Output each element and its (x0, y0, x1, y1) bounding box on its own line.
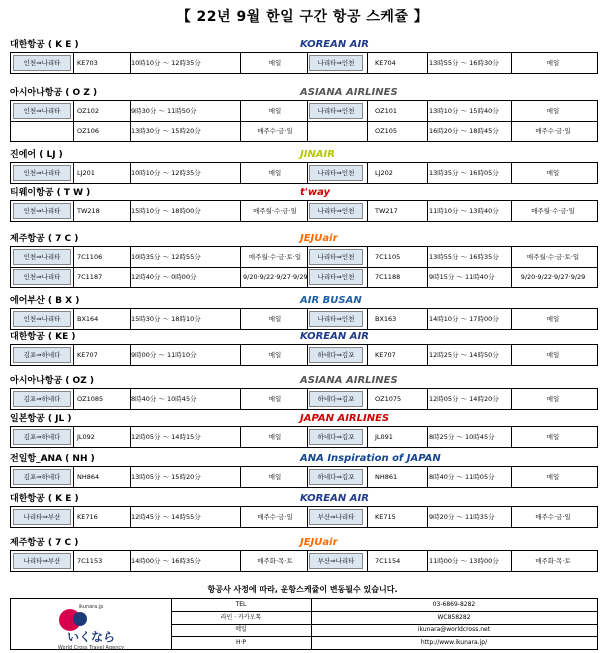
time-outbound: 12時45分 ～ 14時55分 (131, 513, 201, 521)
contact-value: 03-6869-8282 (432, 601, 476, 608)
flight-row (11, 345, 597, 365)
flight-row (11, 101, 597, 121)
days-outbound: 매일 (268, 395, 282, 403)
flight-row (11, 389, 597, 409)
airline-header (10, 374, 598, 388)
time-outbound: 9時00分 ～ 11時10分 (131, 351, 197, 359)
airline-name: 대한항공 ( KE ) (10, 332, 76, 342)
flight-row (11, 201, 597, 221)
airline-name: 제주항공 ( 7 C ) (10, 234, 79, 244)
days-outbound: 매일 (268, 107, 282, 115)
flight-number-outbound: BX164 (77, 315, 99, 323)
flight-number-return: BX163 (375, 315, 397, 323)
airline-logo: ASIANA AIRLINES (300, 87, 398, 98)
flight-number-outbound: KE703 (77, 59, 98, 67)
flight-number-return: NH861 (375, 473, 398, 481)
days-outbound: 매일 (268, 169, 282, 177)
route-return: 하네다⇒김포 (309, 391, 363, 407)
flight-number-return: JL091 (375, 433, 393, 441)
route-outbound: 나리타⇒부산 (13, 509, 71, 525)
flight-number-return: KE707 (375, 351, 396, 359)
flight-row (11, 467, 597, 487)
route-outbound: 인천⇒나리타 (13, 55, 71, 71)
airline-header (10, 294, 598, 308)
time-return: 13時55分 ～ 16時35分 (429, 253, 499, 261)
time-return: 8時25分 ～ 10時45分 (429, 433, 495, 441)
airline-name: 일본항공 ( JL ) (10, 414, 72, 424)
flight-number-outbound: 7C1153 (77, 557, 103, 565)
airline-name: 아시아나항공 ( O Z ) (10, 88, 98, 98)
flight-row (11, 267, 597, 287)
flight-table (10, 52, 598, 74)
flight-number-return: OZ1075 (375, 395, 402, 403)
route-return: 나리타⇒인천 (309, 203, 363, 219)
time-return: 11時00分 ～ 13時00分 (429, 557, 499, 565)
route-return: 하네다⇒김포 (309, 347, 363, 363)
time-return: 13時35分 ～ 16時05分 (429, 169, 499, 177)
days-outbound: 매일 (268, 351, 282, 359)
route-return: 하네다⇒김포 (309, 429, 363, 445)
route-outbound: 인천⇒나리타 (13, 311, 71, 327)
route-outbound: 인천⇒나리타 (13, 269, 71, 285)
contact-label: 메일 (171, 624, 312, 636)
route-outbound: 김포⇒하네다 (13, 429, 71, 445)
contact-value: http://www.ikunara.jp/ (420, 638, 488, 646)
airline-name: 에어부산 ( B X ) (10, 296, 80, 306)
time-return: 11時10分 ～ 13時40分 (429, 207, 499, 215)
time-return: 12時05分 ～ 14時20分 (429, 395, 499, 403)
flight-number-outbound: KE707 (77, 351, 98, 359)
airline-header (10, 412, 598, 426)
contact-value: ikunara@worldcross.net (417, 626, 491, 633)
airline-header (10, 330, 598, 344)
time-outbound: 8時40分 ～ 10時45分 (131, 395, 197, 403)
flight-number-return: OZ105 (375, 127, 397, 135)
time-outbound: 14時00分 ～ 16時35分 (131, 557, 201, 565)
days-outbound: 매주수·금·일 (257, 127, 293, 135)
flight-table (10, 162, 598, 184)
route-outbound: 인천⇒나리타 (13, 103, 71, 119)
route-outbound: 김포⇒하네다 (13, 391, 71, 407)
time-outbound: 10時35分 ～ 12時55分 (131, 253, 201, 261)
flight-number-return: LJ202 (375, 169, 393, 177)
contact-label: H·P (171, 637, 312, 649)
time-return: 14時10分 ～ 17時00分 (429, 315, 499, 323)
time-outbound: 15時30分 ～ 18時10分 (131, 315, 201, 323)
days-return: 매주수·금·일 (535, 513, 571, 521)
company-url-small: ikunara.jp (78, 604, 104, 610)
airline-logo: JAPAN AIRLINES (300, 413, 390, 424)
notice-text: 항공사 사정에 따라, 운항스케쥴이 변동될수 있습니다. (207, 585, 398, 594)
airline-header (10, 38, 598, 52)
time-return: 9時20分 ～ 11時35分 (429, 513, 495, 521)
route-outbound: 나리타⇒부산 (13, 553, 71, 569)
flight-number-outbound: JL092 (77, 433, 95, 441)
flight-table (10, 100, 598, 142)
airline-name: 대한항공 ( K E ) (10, 40, 79, 50)
company-name: いくなら (66, 630, 115, 644)
airline-logo: AIR BUSAN (300, 295, 362, 306)
flight-row (11, 309, 597, 329)
route-return: 나리타⇒인천 (309, 55, 363, 71)
airline-logo: ASIANA AIRLINES (300, 375, 398, 386)
flight-number-return: KE704 (375, 59, 396, 67)
logo-circle-icon-2 (73, 612, 87, 626)
airline-logo: KOREAN AIR (300, 331, 369, 342)
days-return: 매일 (546, 433, 560, 441)
airline-name: 제주항공 ( 7 C ) (10, 538, 79, 548)
contact-row (171, 612, 597, 625)
days-outbound: 매주월·수·금·일 (253, 207, 297, 215)
route-outbound: 인천⇒나리타 (13, 249, 71, 265)
airline-logo: KOREAN AIR (300, 39, 369, 50)
contact-row (171, 637, 597, 650)
time-return: 13時10分 ～ 15時40分 (429, 107, 499, 115)
flight-number-return: 7C1105 (375, 253, 401, 261)
company-subtitle: World Cross Travel Agency (57, 645, 125, 651)
flight-number-outbound: OZ1085 (77, 395, 104, 403)
days-return: 매일 (546, 107, 560, 115)
time-outbound: 12時40分 ～ 0時00分 (131, 273, 197, 281)
flight-number-return: 7C1188 (375, 273, 401, 281)
flight-number-outbound: OZ102 (77, 107, 99, 115)
flight-number-outbound: KE716 (77, 513, 98, 521)
flight-number-outbound: NH864 (77, 473, 100, 481)
airline-name: 티웨이항공 ( T W ) (10, 188, 91, 198)
route-return: 나리타⇒인천 (309, 311, 363, 327)
airline-logo: KOREAN AIR (300, 493, 369, 504)
days-outbound: 매일 (268, 59, 282, 67)
flight-number-return: OZ101 (375, 107, 397, 115)
flight-table (10, 506, 598, 528)
company-logo (11, 599, 172, 649)
airline-header (10, 148, 598, 162)
airline-header (10, 186, 598, 200)
airline-logo: JINAIR (300, 149, 335, 160)
flight-table (10, 344, 598, 366)
time-outbound: 9時30分 ～ 11時50分 (131, 107, 197, 115)
contact-label: TEL (171, 599, 312, 611)
contact-value: WC858282 (437, 613, 471, 621)
time-return: 8時40分 ～ 11時05分 (429, 473, 495, 481)
route-return: 나리타⇒인천 (309, 165, 363, 181)
days-return: 매주월·수·금·일 (531, 207, 575, 215)
days-return: 매주수·금·일 (535, 127, 571, 135)
flight-table (10, 550, 598, 572)
airline-logo: t'way (300, 187, 331, 198)
airline-header (10, 536, 598, 550)
route-outbound: 김포⇒하네다 (13, 347, 71, 363)
flight-table (10, 466, 598, 488)
route-outbound: 김포⇒하네다 (13, 469, 71, 485)
flight-row (11, 551, 597, 571)
airline-name: 전일항_ANA ( NH ) (10, 454, 95, 464)
days-outbound: 매주월·수·금·토·일 (248, 253, 302, 261)
flight-number-outbound: TW218 (77, 207, 100, 215)
route-return: 부산⇒나리타 (309, 553, 363, 569)
days-outbound: 매일 (268, 433, 282, 441)
time-outbound: 13時05分 ～ 15時20分 (131, 473, 201, 481)
days-return: 매일 (546, 351, 560, 359)
route-return: 부산⇒나리타 (309, 509, 363, 525)
flight-table (10, 388, 598, 410)
route-return: 나리타⇒인천 (309, 249, 363, 265)
time-return: 12時25分 ～ 14時50分 (429, 351, 499, 359)
flight-table (10, 426, 598, 448)
flight-row (11, 121, 597, 141)
route-outbound: 인천⇒나리타 (13, 203, 71, 219)
route-outbound: 인천⇒나리타 (13, 165, 71, 181)
days-return: 매주화·목·토 (535, 557, 571, 565)
flight-number-return: TW217 (375, 207, 398, 215)
flight-row (11, 163, 597, 183)
contact-label: 라인 · 카카오톡 (171, 612, 312, 624)
flight-row (11, 247, 597, 267)
days-return: 매일 (546, 169, 560, 177)
route-return: 하네다⇒김포 (309, 469, 363, 485)
airline-name: 진에어 ( LJ ) (10, 150, 63, 160)
days-return: 매일 (546, 59, 560, 67)
flight-number-outbound: OZ106 (77, 127, 99, 135)
page-title: 【 22년 9월 한일 구간 항공 스케쥴 】 (176, 9, 429, 25)
airline-header (10, 86, 598, 100)
days-outbound: 매주화·목·토 (257, 557, 293, 565)
days-return: 매주월·수·금·토·일 (526, 253, 580, 261)
flight-row (11, 507, 597, 527)
flight-number-outbound: 7C1187 (77, 273, 103, 281)
route-return: 나리타⇒인천 (309, 269, 363, 285)
flight-number-outbound: 7C1106 (77, 253, 103, 261)
airline-header (10, 232, 598, 246)
time-return: 13時55分 ～ 16時30分 (429, 59, 499, 67)
airline-logo: JEJUair (300, 233, 338, 244)
days-return: 9/20·9/22·9/27·9/29 (520, 273, 586, 281)
contact-row (171, 599, 597, 612)
days-outbound: 매일 (268, 473, 282, 481)
time-outbound: 13時30分 ～ 15時20分 (131, 127, 201, 135)
days-return: 매일 (546, 315, 560, 323)
time-outbound: 10時10分 ～ 12時35分 (131, 169, 201, 177)
flight-table (10, 200, 598, 222)
days-outbound: 9/20·9/22·9/27·9/29 (243, 273, 308, 281)
days-return: 매일 (546, 395, 560, 403)
route-return: 나리타⇒인천 (309, 103, 363, 119)
flight-table (10, 308, 598, 330)
airline-header (10, 452, 598, 466)
airline-name: 아시아나항공 ( OZ ) (10, 376, 94, 386)
time-return: 9時15分 ～ 11時40分 (429, 273, 495, 281)
flight-number-outbound: LJ201 (77, 169, 95, 177)
days-return: 매일 (546, 473, 560, 481)
flight-row (11, 53, 597, 73)
airline-logo: JEJUair (300, 537, 338, 548)
time-outbound: 10時10分 ～ 12時35分 (131, 59, 201, 67)
time-return: 16時20分 ～ 18時45分 (429, 127, 499, 135)
time-outbound: 15時10分 ～ 18時00分 (131, 207, 201, 215)
airline-name: 대한항공 ( K E ) (10, 494, 79, 504)
flight-row (11, 427, 597, 447)
contact-box (10, 598, 598, 650)
contact-row (171, 624, 597, 637)
days-outbound: 매일 (268, 315, 282, 323)
flight-number-return: KE715 (375, 513, 396, 521)
flight-table (10, 246, 598, 288)
days-outbound: 매주수·금·일 (257, 513, 293, 521)
airline-logo: ANA Inspiration of JAPAN (300, 453, 441, 464)
flight-number-return: 7C1154 (375, 557, 401, 565)
airline-header (10, 492, 598, 506)
time-outbound: 12時05分 ～ 14時15分 (131, 433, 201, 441)
